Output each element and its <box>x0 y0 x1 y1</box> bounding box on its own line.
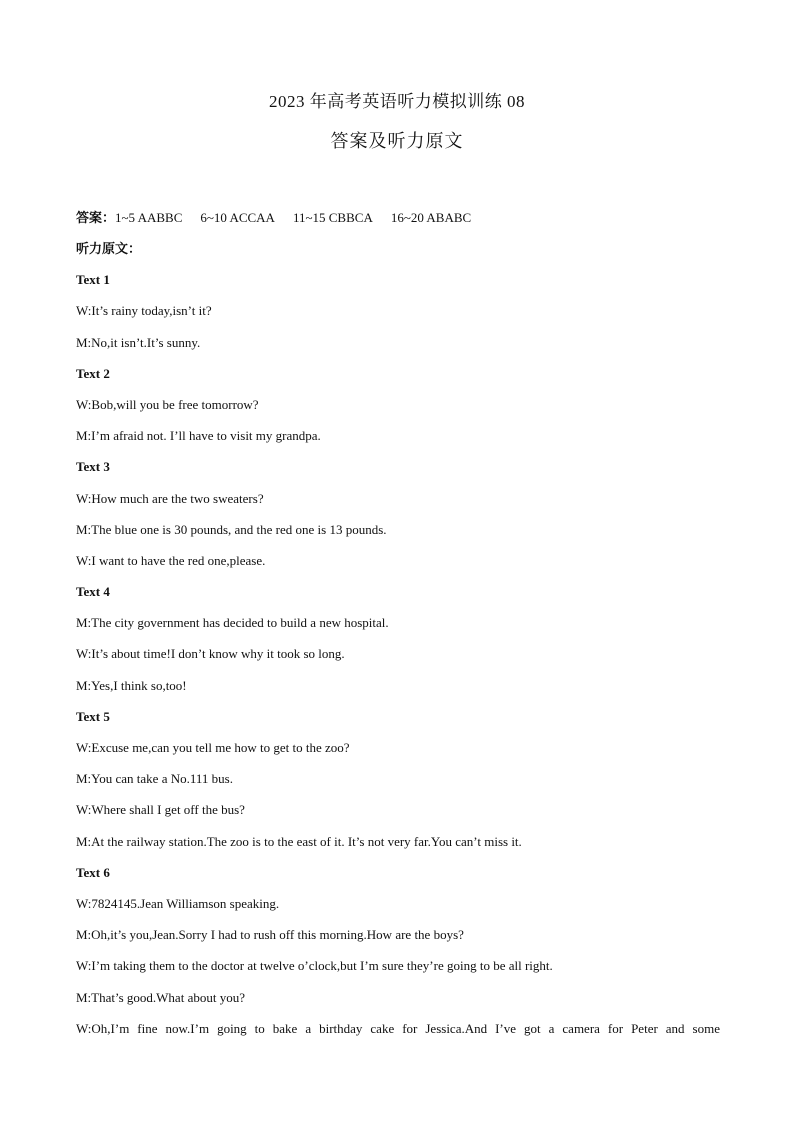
answer-group: 6~10 ACCAA <box>200 210 275 225</box>
dialogue-line: W:It’s rainy today,isn’t it? <box>76 303 212 319</box>
dialogue-line: M:You can take a No.111 bus. <box>76 771 233 787</box>
text-heading: Text 5 <box>76 708 110 724</box>
dialogue-line: W:Excuse me,can you tell me how to get to the zoo? <box>76 740 350 755</box>
dialogue-line: W:It’s about time!I don’t know why it took so long. <box>76 646 345 662</box>
dialogue-line: W:Where shall I get off the bus? <box>76 802 245 818</box>
dialogue-line: M:No,it isn’t.It’s sunny. <box>76 334 201 350</box>
text-heading: Text 6 <box>76 864 110 880</box>
dialogue-line: M:The blue one is 30 pounds, and the red one is 13 pounds. <box>76 521 387 537</box>
answer-group: 1~5 AABBC <box>115 210 183 225</box>
dialogue-line: M:At the railway station.The zoo is to the east of it. It’s not very far.You can’t miss it. <box>76 833 522 849</box>
dialogue-line: W:I want to have the red one,please. <box>76 552 266 568</box>
dialogue-line: M:The city government has decided to build a new hospital. <box>76 615 389 631</box>
text-heading: Text 3 <box>76 459 110 475</box>
dialogue-line: M:Yes,I think so,too! <box>76 677 187 693</box>
text-heading: Text 2 <box>76 365 110 381</box>
answer-group: 16~20 ABABC <box>390 210 472 225</box>
answer-group: 11~15 CBBCA <box>292 210 373 225</box>
transcript <box>76 238 720 1049</box>
text-heading: Text 4 <box>76 584 110 600</box>
text-heading: Text 1 <box>76 272 110 288</box>
dialogue-line: M:That’s good.What about you? <box>76 989 245 1005</box>
answer-key <box>76 207 471 226</box>
document-subtitle: 答案及听力原文 <box>330 131 464 151</box>
dialogue-line: W:7824145.Jean Williamson speaking. <box>76 895 280 911</box>
dialogue-line: M:Oh,it’s you,Jean.Sorry I had to rush off this morning.How are the boys? <box>76 927 464 943</box>
dialogue-line: W:Oh,I’m fine now.I’m going to bake a birthday cake for Jessica.And I’ve got a camera for Peter and some <box>76 1020 720 1036</box>
dialogue-line: W:Bob,will you be free tomorrow? <box>76 396 259 412</box>
answer-label: 答案： <box>76 210 116 225</box>
dialogue-line: M:I’m afraid not. I’ll have to visit my grandpa. <box>76 428 321 444</box>
dialogue-line: W:How much are the two sweaters? <box>76 490 264 506</box>
document-title: 2023 年高考英语听力模拟训练 08 <box>269 92 525 111</box>
transcript-heading: 听力原文： <box>76 241 142 256</box>
dialogue-line: W:I’m taking them to the doctor at twelve o’clock,but I’m sure they’re going to be all right. <box>76 958 553 974</box>
